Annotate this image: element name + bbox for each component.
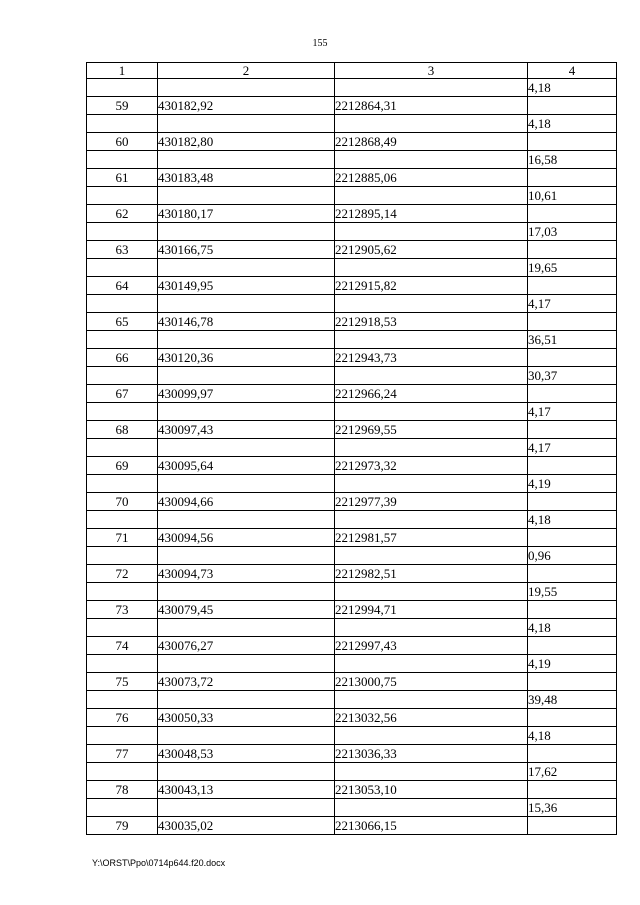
x-coordinate-cell — [158, 583, 335, 601]
distance-cell: 0,96 — [528, 547, 617, 565]
point-number-cell: 61 — [87, 169, 158, 187]
table-row — [87, 691, 617, 709]
table-row — [87, 97, 617, 115]
y-coordinate-cell — [335, 223, 528, 241]
x-coordinate-cell: 430182,80 — [158, 133, 335, 151]
point-number-cell: 63 — [87, 241, 158, 259]
x-coordinate-cell — [158, 331, 335, 349]
distance-cell — [528, 781, 617, 799]
x-coordinate-cell: 430166,75 — [158, 241, 335, 259]
table-row — [87, 583, 617, 601]
table-body — [87, 79, 617, 835]
table-row — [87, 115, 617, 133]
distance-cell — [528, 637, 617, 655]
x-coordinate-cell: 430094,73 — [158, 565, 335, 583]
y-coordinate-cell: 2212895,14 — [335, 205, 528, 223]
distance-cell: 30,37 — [528, 367, 617, 385]
y-coordinate-cell: 2213066,15 — [335, 817, 528, 835]
y-coordinate-cell: 2213032,56 — [335, 709, 528, 727]
table-row — [87, 511, 617, 529]
table-row — [87, 439, 617, 457]
point-number-cell: 64 — [87, 277, 158, 295]
table-row — [87, 655, 617, 673]
x-coordinate-cell — [158, 547, 335, 565]
y-coordinate-cell: 2212977,39 — [335, 493, 528, 511]
distance-cell: 10,61 — [528, 187, 617, 205]
page-number: 155 — [312, 38, 328, 49]
x-coordinate-cell — [158, 259, 335, 277]
distance-cell: 19,65 — [528, 259, 617, 277]
point-number-cell — [87, 799, 158, 817]
table-row — [87, 151, 617, 169]
x-coordinate-cell — [158, 115, 335, 133]
point-number-cell — [87, 583, 158, 601]
x-coordinate-cell — [158, 727, 335, 745]
distance-cell — [528, 277, 617, 295]
x-coordinate-cell: 430099,97 — [158, 385, 335, 403]
x-coordinate-cell: 430120,36 — [158, 349, 335, 367]
y-coordinate-cell — [335, 511, 528, 529]
x-coordinate-cell — [158, 295, 335, 313]
table-row — [87, 79, 617, 97]
x-coordinate-cell — [158, 439, 335, 457]
x-coordinate-cell: 430073,72 — [158, 673, 335, 691]
distance-cell: 36,51 — [528, 331, 617, 349]
footer-file-path: Y:\ORST\Ppo\0714p644.f20.docx — [92, 858, 226, 868]
y-coordinate-cell: 2212981,57 — [335, 529, 528, 547]
y-coordinate-cell — [335, 547, 528, 565]
distance-cell — [528, 97, 617, 115]
point-number-cell — [87, 655, 158, 673]
x-coordinate-cell — [158, 799, 335, 817]
distance-cell: 15,36 — [528, 799, 617, 817]
table-row — [87, 205, 617, 223]
point-number-cell — [87, 115, 158, 133]
table-row — [87, 295, 617, 313]
distance-cell — [528, 385, 617, 403]
distance-cell — [528, 745, 617, 763]
table-row — [87, 565, 617, 583]
y-coordinate-cell — [335, 619, 528, 637]
table-row — [87, 727, 617, 745]
y-coordinate-cell: 2212982,51 — [335, 565, 528, 583]
distance-cell: 4,17 — [528, 295, 617, 313]
point-number-cell — [87, 511, 158, 529]
point-number-cell: 79 — [87, 817, 158, 835]
y-coordinate-cell — [335, 367, 528, 385]
point-number-cell — [87, 439, 158, 457]
column-header-1: 1 — [87, 63, 158, 79]
y-coordinate-cell — [335, 151, 528, 169]
distance-cell — [528, 817, 617, 835]
distance-cell: 4,18 — [528, 619, 617, 637]
point-number-cell: 60 — [87, 133, 158, 151]
y-coordinate-cell: 2212868,49 — [335, 133, 528, 151]
distance-cell: 4,17 — [528, 403, 617, 421]
y-coordinate-cell — [335, 295, 528, 313]
point-number-cell — [87, 223, 158, 241]
y-coordinate-cell — [335, 331, 528, 349]
point-number-cell: 74 — [87, 637, 158, 655]
x-coordinate-cell — [158, 763, 335, 781]
point-number-cell — [87, 259, 158, 277]
table-row — [87, 763, 617, 781]
x-coordinate-cell: 430035,02 — [158, 817, 335, 835]
x-coordinate-cell: 430079,45 — [158, 601, 335, 619]
table-row — [87, 349, 617, 367]
x-coordinate-cell — [158, 151, 335, 169]
y-coordinate-cell: 2212973,32 — [335, 457, 528, 475]
point-number-cell — [87, 763, 158, 781]
table-row — [87, 709, 617, 727]
table-row — [87, 259, 617, 277]
y-coordinate-cell — [335, 727, 528, 745]
distance-cell: 39,48 — [528, 691, 617, 709]
distance-cell: 17,62 — [528, 763, 617, 781]
table-row — [87, 313, 617, 331]
x-coordinate-cell: 430095,64 — [158, 457, 335, 475]
distance-cell: 4,17 — [528, 439, 617, 457]
x-coordinate-cell — [158, 691, 335, 709]
distance-cell — [528, 493, 617, 511]
x-coordinate-cell: 430076,27 — [158, 637, 335, 655]
point-number-cell: 76 — [87, 709, 158, 727]
x-coordinate-cell: 430149,95 — [158, 277, 335, 295]
table-row — [87, 421, 617, 439]
table-row — [87, 223, 617, 241]
column-header-4: 4 — [528, 63, 617, 79]
table-row — [87, 799, 617, 817]
point-number-cell: 69 — [87, 457, 158, 475]
point-number-cell — [87, 79, 158, 97]
distance-cell: 19,55 — [528, 583, 617, 601]
x-coordinate-cell — [158, 475, 335, 493]
y-coordinate-cell: 2212905,62 — [335, 241, 528, 259]
y-coordinate-cell — [335, 439, 528, 457]
point-number-cell: 67 — [87, 385, 158, 403]
y-coordinate-cell: 2212915,82 — [335, 277, 528, 295]
x-coordinate-cell — [158, 79, 335, 97]
table-row — [87, 385, 617, 403]
distance-cell — [528, 133, 617, 151]
coordinates-table — [86, 62, 617, 835]
y-coordinate-cell: 2212885,06 — [335, 169, 528, 187]
x-coordinate-cell: 430048,53 — [158, 745, 335, 763]
distance-cell: 4,18 — [528, 79, 617, 97]
y-coordinate-cell: 2212997,43 — [335, 637, 528, 655]
x-coordinate-cell — [158, 367, 335, 385]
table-header-row — [87, 63, 617, 79]
x-coordinate-cell: 430182,92 — [158, 97, 335, 115]
distance-cell — [528, 205, 617, 223]
table-row — [87, 133, 617, 151]
point-number-cell — [87, 331, 158, 349]
y-coordinate-cell: 2212864,31 — [335, 97, 528, 115]
point-number-cell — [87, 619, 158, 637]
point-number-cell — [87, 295, 158, 313]
point-number-cell: 78 — [87, 781, 158, 799]
distance-cell: 4,18 — [528, 115, 617, 133]
distance-cell — [528, 313, 617, 331]
table-row — [87, 169, 617, 187]
distance-cell — [528, 241, 617, 259]
point-number-cell: 68 — [87, 421, 158, 439]
y-coordinate-cell — [335, 691, 528, 709]
x-coordinate-cell: 430146,78 — [158, 313, 335, 331]
y-coordinate-cell — [335, 655, 528, 673]
y-coordinate-cell — [335, 475, 528, 493]
table-row — [87, 529, 617, 547]
distance-cell — [528, 601, 617, 619]
point-number-cell: 62 — [87, 205, 158, 223]
table-row — [87, 781, 617, 799]
y-coordinate-cell — [335, 583, 528, 601]
table-row — [87, 673, 617, 691]
table-row — [87, 817, 617, 835]
point-number-cell — [87, 475, 158, 493]
distance-cell: 4,18 — [528, 727, 617, 745]
y-coordinate-cell — [335, 79, 528, 97]
y-coordinate-cell: 2213053,10 — [335, 781, 528, 799]
table-row — [87, 277, 617, 295]
x-coordinate-cell: 430183,48 — [158, 169, 335, 187]
y-coordinate-cell: 2212918,53 — [335, 313, 528, 331]
x-coordinate-cell — [158, 655, 335, 673]
point-number-cell: 59 — [87, 97, 158, 115]
table-row — [87, 637, 617, 655]
distance-cell — [528, 565, 617, 583]
point-number-cell — [87, 727, 158, 745]
point-number-cell — [87, 367, 158, 385]
point-number-cell: 75 — [87, 673, 158, 691]
distance-cell — [528, 349, 617, 367]
table-row — [87, 493, 617, 511]
table-row — [87, 403, 617, 421]
table-row — [87, 547, 617, 565]
y-coordinate-cell: 2213036,33 — [335, 745, 528, 763]
y-coordinate-cell: 2212966,24 — [335, 385, 528, 403]
table-row — [87, 475, 617, 493]
distance-cell: 17,03 — [528, 223, 617, 241]
distance-cell: 4,19 — [528, 655, 617, 673]
point-number-cell: 66 — [87, 349, 158, 367]
point-number-cell — [87, 187, 158, 205]
y-coordinate-cell: 2212969,55 — [335, 421, 528, 439]
point-number-cell — [87, 547, 158, 565]
distance-cell — [528, 457, 617, 475]
table-row — [87, 241, 617, 259]
point-number-cell: 71 — [87, 529, 158, 547]
distance-cell — [528, 529, 617, 547]
x-coordinate-cell — [158, 403, 335, 421]
x-coordinate-cell — [158, 187, 335, 205]
column-header-2: 2 — [158, 63, 335, 79]
x-coordinate-cell: 430050,33 — [158, 709, 335, 727]
x-coordinate-cell: 430094,66 — [158, 493, 335, 511]
distance-cell — [528, 421, 617, 439]
y-coordinate-cell: 2212994,71 — [335, 601, 528, 619]
x-coordinate-cell: 430043,13 — [158, 781, 335, 799]
table-row — [87, 745, 617, 763]
table-row — [87, 457, 617, 475]
y-coordinate-cell — [335, 259, 528, 277]
x-coordinate-cell — [158, 223, 335, 241]
distance-cell: 16,58 — [528, 151, 617, 169]
table-row — [87, 601, 617, 619]
x-coordinate-cell: 430180,17 — [158, 205, 335, 223]
y-coordinate-cell — [335, 799, 528, 817]
x-coordinate-cell: 430094,56 — [158, 529, 335, 547]
x-coordinate-cell — [158, 511, 335, 529]
point-number-cell: 72 — [87, 565, 158, 583]
distance-cell — [528, 709, 617, 727]
point-number-cell — [87, 403, 158, 421]
y-coordinate-cell — [335, 115, 528, 133]
table-row — [87, 331, 617, 349]
point-number-cell: 77 — [87, 745, 158, 763]
y-coordinate-cell — [335, 187, 528, 205]
point-number-cell — [87, 691, 158, 709]
table-row — [87, 619, 617, 637]
distance-cell — [528, 673, 617, 691]
x-coordinate-cell: 430097,43 — [158, 421, 335, 439]
y-coordinate-cell: 2213000,75 — [335, 673, 528, 691]
point-number-cell — [87, 151, 158, 169]
table-row — [87, 367, 617, 385]
distance-cell: 4,18 — [528, 511, 617, 529]
y-coordinate-cell — [335, 403, 528, 421]
x-coordinate-cell — [158, 619, 335, 637]
y-coordinate-cell — [335, 763, 528, 781]
point-number-cell: 70 — [87, 493, 158, 511]
distance-cell — [528, 169, 617, 187]
point-number-cell: 73 — [87, 601, 158, 619]
table-row — [87, 187, 617, 205]
point-number-cell: 65 — [87, 313, 158, 331]
distance-cell: 4,19 — [528, 475, 617, 493]
y-coordinate-cell: 2212943,73 — [335, 349, 528, 367]
column-header-3: 3 — [335, 63, 528, 79]
